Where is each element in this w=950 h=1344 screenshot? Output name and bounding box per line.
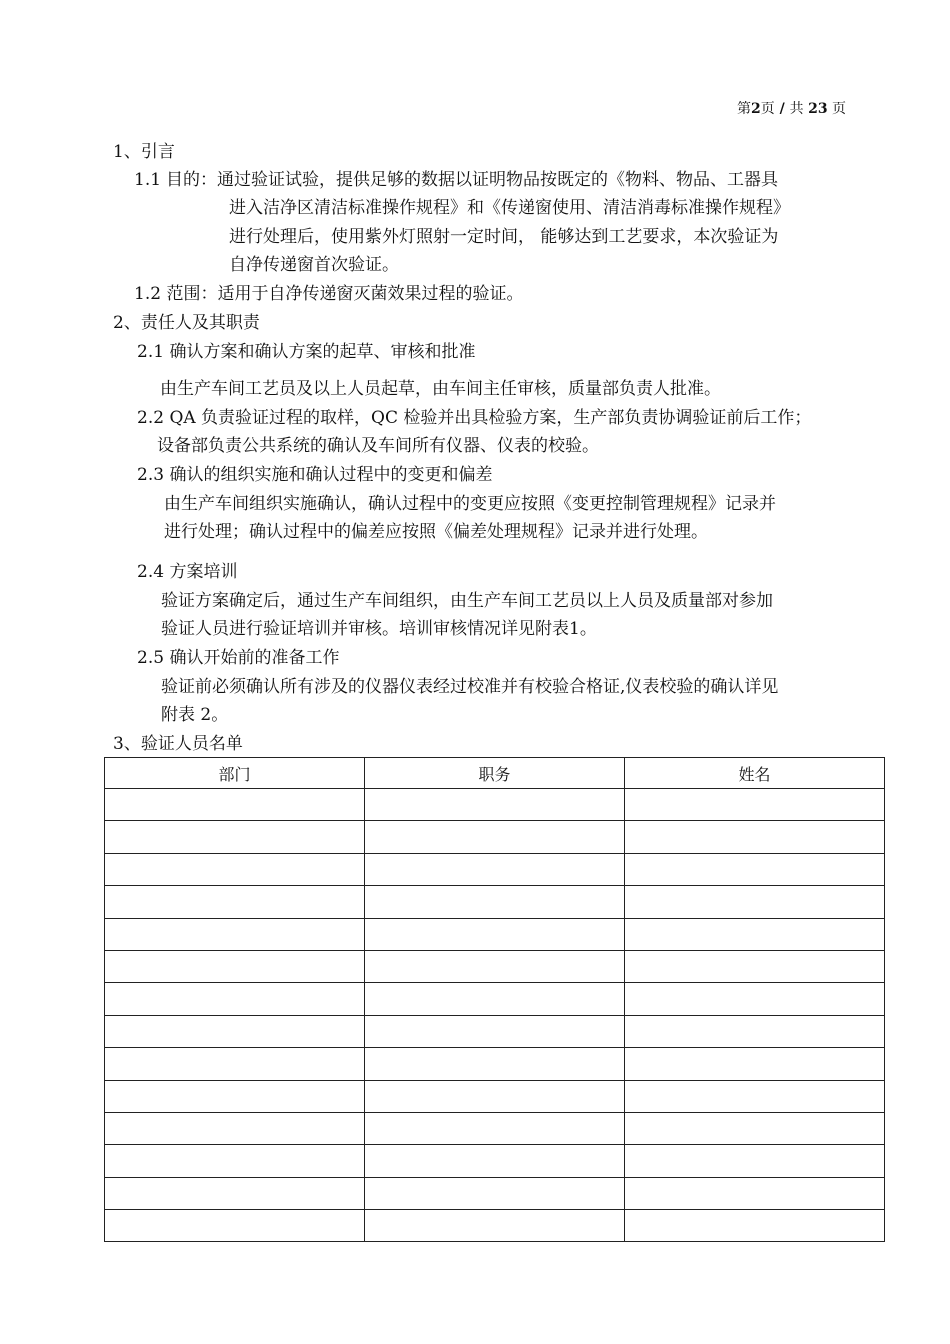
section-2-heading: 2、责任人及其职责 [113, 313, 260, 333]
name-cell[interactable] [625, 886, 885, 918]
name-cell[interactable] [625, 1177, 885, 1209]
table-row [105, 886, 885, 918]
position-cell[interactable] [365, 789, 625, 821]
department-cell[interactable] [105, 1145, 365, 1177]
table-row [105, 983, 885, 1015]
section-2-5-heading: 2.5 确认开始前的准备工作 [137, 648, 340, 668]
section-2-2-line-1: 2.2 QA 负责验证过程的取样，QC 检验并出具检验方案，生产部负责协调验证前后工作； [137, 408, 812, 428]
position-cell[interactable] [365, 1210, 625, 1242]
name-cell[interactable] [625, 821, 885, 853]
section-2-1-body: 由生产车间工艺员及以上人员起草，由车间主任审核，质量部负责人批准。 [160, 379, 721, 399]
position-cell[interactable] [365, 1177, 625, 1209]
name-cell[interactable] [625, 1080, 885, 1112]
total-prefix: 共 [789, 101, 804, 117]
table-row [105, 1015, 885, 1047]
position-cell[interactable] [365, 1048, 625, 1080]
table-row [105, 918, 885, 950]
department-cell[interactable] [105, 950, 365, 982]
page-word: 页 [760, 101, 775, 117]
header-name: 姓名 [625, 758, 885, 789]
section-2-3-line-2: 进行处理；确认过程中的偏差应按照《偏差处理规程》记录并进行处理。 [164, 522, 708, 542]
section-1-heading: 1、引言 [113, 142, 175, 162]
section-2-2-line-2: 设备部负责公共系统的确认及车间所有仪器、仪表的校验。 [157, 436, 599, 456]
page-prefix: 第 [737, 101, 751, 117]
section-2-4-line-2: 验证人员进行验证培训并审核。培训审核情况详见附表1。 [161, 619, 597, 639]
section-2-1-heading: 2.1 确认方案和确认方案的起草、审核和批准 [137, 342, 476, 362]
section-1-1-line-1: 目的：通过验证试验，提供足够的数据以证明物品按既定的《物料、物品、工器具 [166, 170, 778, 190]
position-cell[interactable] [365, 918, 625, 950]
position-cell[interactable] [365, 1145, 625, 1177]
position-cell[interactable] [365, 950, 625, 982]
name-cell[interactable] [625, 1015, 885, 1047]
section-2-4-heading: 2.4 方案培训 [137, 562, 238, 582]
table-row [105, 1048, 885, 1080]
name-cell[interactable] [625, 1210, 885, 1242]
department-cell[interactable] [105, 1048, 365, 1080]
name-cell[interactable] [625, 983, 885, 1015]
table-row [105, 1210, 885, 1242]
section-2-3-heading: 2.3 确认的组织实施和确认过程中的变更和偏差 [137, 465, 493, 485]
department-cell[interactable] [105, 789, 365, 821]
table-header-row [105, 758, 885, 789]
table-row [105, 853, 885, 885]
table-body [105, 789, 885, 1242]
name-cell[interactable] [625, 853, 885, 885]
page-number [737, 98, 846, 120]
name-cell[interactable] [625, 1145, 885, 1177]
section-1-2: 1.2 范围：适用于自净传递窗灭菌效果过程的验证。 [134, 284, 524, 304]
personnel-table [104, 757, 885, 1242]
department-cell[interactable] [105, 1210, 365, 1242]
table-row [105, 1145, 885, 1177]
table-row [105, 950, 885, 982]
section-1-1-label: 1.1 [134, 170, 162, 190]
section-1-1-line-2: 进入洁净区清洁标准操作规程》和《传递窗使用、清洁消毒标准操作规程》 [229, 198, 790, 218]
section-2-3-line-1: 由生产车间组织实施确认，确认过程中的变更应按照《变更控制管理规程》记录并 [164, 494, 776, 514]
position-cell[interactable] [365, 886, 625, 918]
department-cell[interactable] [105, 1080, 365, 1112]
name-cell[interactable] [625, 1048, 885, 1080]
table-row [105, 1080, 885, 1112]
page-separator: / [774, 101, 790, 117]
name-cell[interactable] [625, 950, 885, 982]
department-cell[interactable] [105, 918, 365, 950]
department-cell[interactable] [105, 1015, 365, 1047]
current-page: 2 [751, 101, 761, 117]
table-row [105, 821, 885, 853]
department-cell[interactable] [105, 821, 365, 853]
department-cell[interactable] [105, 983, 365, 1015]
department-cell[interactable] [105, 853, 365, 885]
position-cell[interactable] [365, 1080, 625, 1112]
position-cell[interactable] [365, 1015, 625, 1047]
table-row [105, 1177, 885, 1209]
section-3-heading: 3、验证人员名单 [113, 734, 243, 754]
header-department: 部门 [105, 758, 365, 789]
position-cell[interactable] [365, 821, 625, 853]
position-cell[interactable] [365, 853, 625, 885]
department-cell[interactable] [105, 1112, 365, 1144]
name-cell[interactable] [625, 918, 885, 950]
name-cell[interactable] [625, 1112, 885, 1144]
total-pages: 23 [808, 101, 828, 117]
section-1-1-line-3: 进行处理后，使用紫外灯照射一定时间， 能够达到工艺要求，本次验证为 [229, 227, 779, 247]
header-position: 职务 [365, 758, 625, 789]
section-2-5-line-2: 附表 2。 [161, 705, 229, 725]
position-cell[interactable] [365, 983, 625, 1015]
name-cell[interactable] [625, 789, 885, 821]
section-2-5-line-1: 验证前必须确认所有涉及的仪器仪表经过校准并有校验合格证,仪表校验的确认详见 [161, 677, 779, 697]
department-cell[interactable] [105, 886, 365, 918]
department-cell[interactable] [105, 1177, 365, 1209]
section-1-1-line-4: 自净传递窗首次验证。 [229, 255, 399, 275]
table-row [105, 1112, 885, 1144]
position-cell[interactable] [365, 1112, 625, 1144]
table-row [105, 789, 885, 821]
section-2-4-line-1: 验证方案确定后，通过生产车间组织，由生产车间工艺员以上人员及质量部对参加 [161, 591, 773, 611]
page-suffix: 页 [832, 101, 847, 117]
